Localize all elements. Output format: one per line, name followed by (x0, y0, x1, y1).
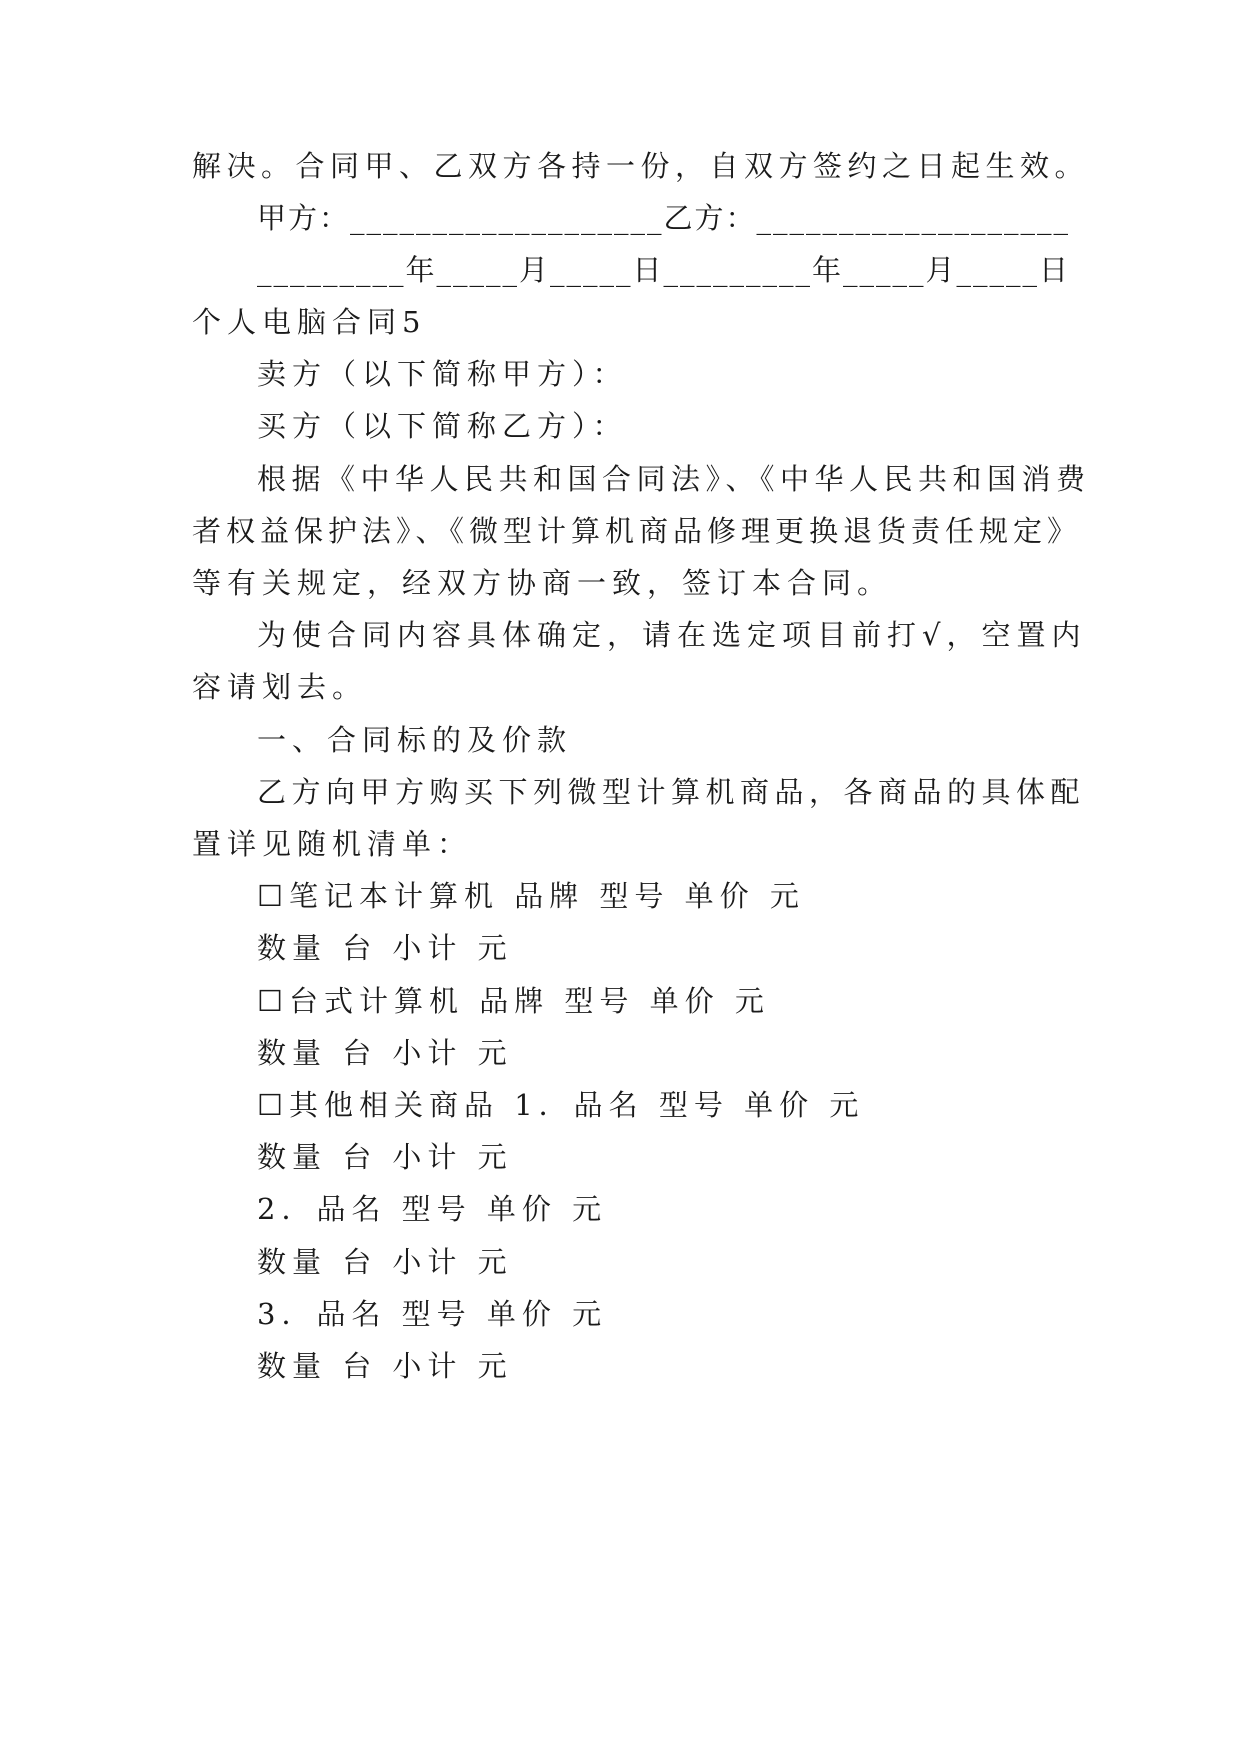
clause-heading: 一、合同标的及价款 (257, 723, 573, 757)
item-line: ☐其他相关商品 1．品名 型号 单价 元 (257, 1088, 865, 1122)
paragraph-line: 根据《中华人民共和国合同法》、《中华人民共和国消费 (257, 462, 1091, 496)
paragraph-line: 置详见随机清单： (192, 827, 473, 861)
paragraph-line: 解决。合同甲、乙双方各持一份，自双方签约之日起生效。 (192, 149, 1090, 183)
item-line: 数量 台 小计 元 (257, 1245, 513, 1279)
section-title: 个人电脑合同5 (192, 305, 427, 339)
item-line: 2．品名 型号 单价 元 (257, 1192, 608, 1226)
paragraph-line: 为使合同内容具体确定，请在选定项目前打√，空置内 (257, 618, 1087, 652)
buyer-line: 买方（以下简称乙方）： (257, 409, 628, 443)
signature-party-line: 甲方：___________________乙方：___________________ (257, 201, 1071, 235)
item-line: ☐笔记本计算机 品牌 型号 单价 元 (257, 879, 805, 913)
item-line: 数量 台 小计 元 (257, 1349, 513, 1383)
paragraph-line: 乙方向甲方购买下列微型计算机商品，各商品的具体配 (257, 775, 1086, 809)
signature-date-line: _________年_____月_____日_________年_____月_____日 (257, 253, 1071, 287)
item-line: ☐台式计算机 品牌 型号 单价 元 (257, 984, 770, 1018)
item-line: 数量 台 小计 元 (257, 1036, 513, 1070)
paragraph-line: 容请划去。 (192, 670, 368, 704)
paragraph-line: 等有关规定，经双方协商一致，签订本合同。 (192, 566, 893, 600)
paragraph-line: 者权益保护法》、《微型计算机商品修理更换退货责任规定》 (192, 514, 1082, 548)
item-line: 3．品名 型号 单价 元 (257, 1297, 608, 1331)
item-line: 数量 台 小计 元 (257, 1140, 513, 1174)
seller-line: 卖方（以下简称甲方）： (257, 357, 628, 391)
item-line: 数量 台 小计 元 (257, 931, 513, 965)
